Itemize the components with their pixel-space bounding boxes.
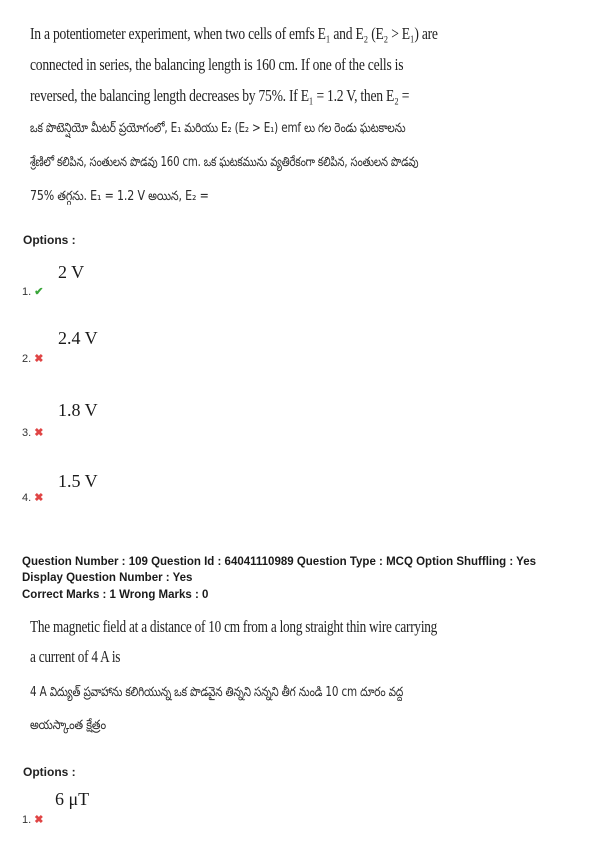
wrong-cross-icon: ✖ [34,353,44,365]
option-value: 2.4 V [58,328,98,348]
option-number: 2. ✖ [22,353,44,365]
wrong-cross-icon: ✖ [34,814,44,826]
question-text-en-line-2: a current of 4 A is [30,647,121,666]
question-text-te-line-2: అయస్కాంత క్షేత్రం [30,718,106,733]
question-meta-line-3: Correct Marks : 1 Wrong Marks : 0 [22,589,209,601]
question-text-en-line-1: The magnetic field at a distance of 10 cm from a long straight thin wire carrying [30,617,438,636]
option-number: 1. ✔ [22,286,44,298]
wrong-cross-icon: ✖ [34,492,44,504]
question-text-te-line-1: 4 A విద్యుత్ ప్రవాహాను కలిగియున్న ఒక పొడవైన తిన్నని సన్నని తీగ నుండి 10 cm దూరం వద్ద [30,685,404,700]
question-text-te-line-1: ఒక పొటెన్షియో మీటర్ ప్రయోగంలో, E₁ మరియు E₂ (E₂ > E₁) emf లు గల రెండు ఘటకాలను [30,121,406,136]
option-number: 4. ✖ [22,492,44,504]
option-value: 1.8 V [58,400,98,420]
option-value: 1.5 V [58,471,98,491]
question-text-en-line-3: reversed, the balancing length decreases by 75%. If E₁ = 1.2 V, then E₂ = [30,86,410,105]
question-text-en-line-1: In a potentiometer experiment, when two cells of emfs E₁ and E₂ (E₂ > E₁) are [30,24,438,43]
question-text-te-line-3: 75% తగ్గను. E₁ = 1.2 V అయిన, E₂ = [30,189,209,204]
question-text-te-line-2: శ్రేణిలో కలిపిన, సంతులన పొడవు 160 cm. ఒక ఘటకమును వ్యతిరేకంగా కలిపిన, సంతులన పొడవు [30,155,419,170]
wrong-cross-icon: ✖ [34,427,44,439]
option-number: 1. ✖ [22,814,44,826]
option-value: 2 V [58,262,85,282]
option-number: 3. ✖ [22,427,44,439]
question-meta-line-1: Question Number : 109 Question Id : 64041110989 Question Type : MCQ Option Shuffling : Yes [22,556,536,568]
question-meta-line-2: Display Question Number : Yes [22,572,193,584]
correct-check-icon: ✔ [34,286,44,298]
question-text-en-line-2: connected in series, the balancing length is 160 cm. If one of the cells is [30,55,404,74]
option-value: 6 μT [55,789,90,809]
options-label: Options : [23,765,76,779]
options-label: Options : [23,233,76,247]
